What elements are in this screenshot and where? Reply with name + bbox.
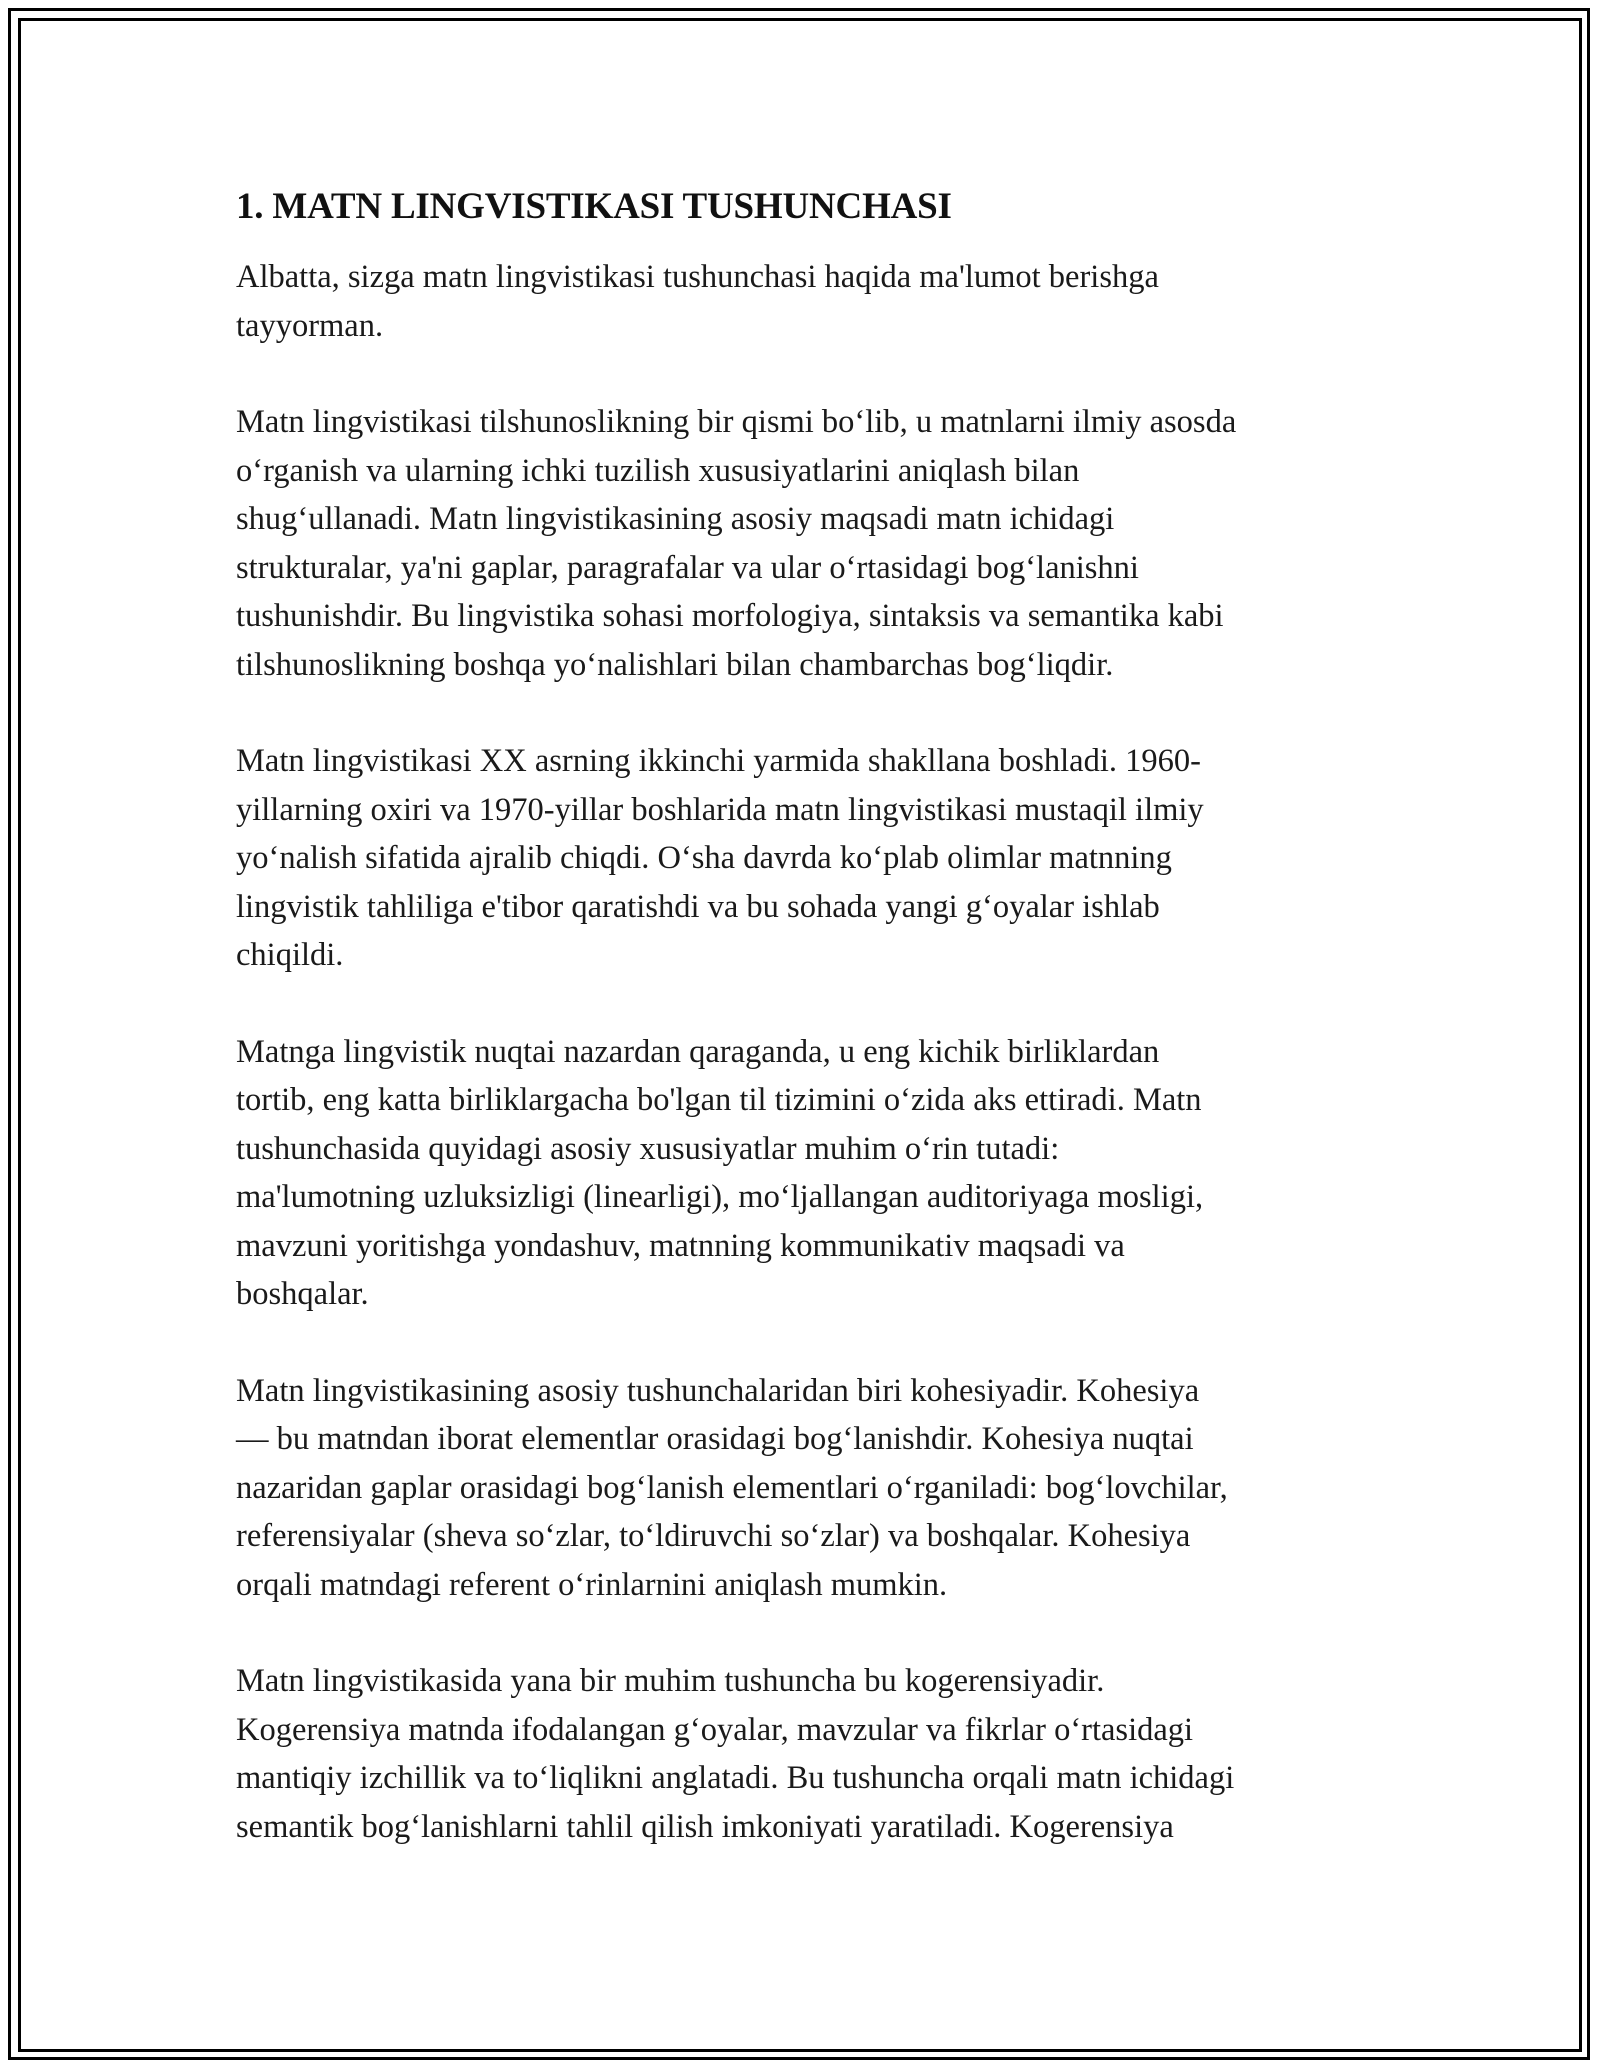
text-line: mantiqiy izchillik va to‘liqlikni anglatadi. Bu tushuncha orqali matn ichidagi <box>236 1760 1235 1796</box>
text-line: Matnga lingvistik nuqtai nazardan qaraganda, u eng kichik birliklardan <box>236 1033 1160 1070</box>
text-line: chiqildi. <box>236 937 344 973</box>
paragraph-history <box>236 737 1366 980</box>
text-line: orqali matndagi referent o‘rinlarnini aniqlash mumkin. <box>236 1566 948 1603</box>
text-line: o‘rganish va ularning ichki tuzilish xususiyatlarini aniqlash bilan <box>236 452 1080 489</box>
text-line: Matn lingvistikasi tilshunoslikning bir qismi bo‘lib, u matnlarni ilmiy asosda <box>236 404 1237 440</box>
text-line: referensiyalar (sheva so‘zlar, to‘ldiruvchi so‘zlar) va boshqalar. Kohesiya <box>236 1518 1191 1554</box>
paragraph-features <box>236 1028 1366 1319</box>
text-line: tushunishdir. Bu lingvistika sohasi morfologiya, sintaksis va semantika kabi <box>236 598 1224 634</box>
text-line: yillarning oxiri va 1970-yillar boshlarida matn lingvistikasi mustaqil ilmiy <box>236 791 1204 828</box>
text-line: lingvistik tahliliga e'tibor qaratishdi va bu sohada yangi g‘oyalar ishlab <box>236 888 1160 925</box>
text-line: nazaridan gaplar orasidagi bog‘lanish elementlari o‘rganiladi: bog‘lovchilar, <box>236 1469 1228 1506</box>
text-line: Matn lingvistikasida yana bir muhim tushuncha bu kogerensiyadir. <box>236 1663 1105 1699</box>
text-line: yo‘nalish sifatida ajralib chiqdi. O‘sha davrda ko‘plab olimlar matnning <box>236 840 1172 876</box>
text-line: Kogerensiya matnda ifodalangan g‘oyalar, mavzular va fikrlar o‘rtasidagi <box>236 1711 1194 1748</box>
text-line: Matn lingvistikasi XX asrning ikkinchi yarmida shakllana boshladi. 1960- <box>236 743 1201 779</box>
paragraph-intro <box>236 253 1366 350</box>
text-line: Albatta, sizga matn lingvistikasi tushunchasi haqida ma'lumot berishga <box>236 259 1159 295</box>
text-line: semantik bog‘lanishlarni tahlil qilish imkoniyati yaratiladi. Kogerensiya <box>236 1808 1174 1845</box>
text-line: strukturalar, ya'ni gaplar, paragrafalar va ular o‘rtasidagi bog‘lanishni <box>236 549 1139 586</box>
text-line: tilshunoslikning boshqa yo‘nalishlari bilan chambarchas bog‘liqdir. <box>236 646 1114 683</box>
text-line: boshqalar. <box>236 1276 369 1312</box>
paragraph-cohesion <box>236 1367 1366 1610</box>
document-body <box>236 183 1366 1899</box>
text-line: tortib, eng katta birliklargacha bo'lgan til tizimini o‘zida aks ettiradi. Matn <box>236 1082 1202 1118</box>
text-line: shug‘ullanadi. Matn lingvistikasining asosiy maqsadi matn ichidagi <box>236 501 1115 537</box>
text-line: ma'lumotning uzluksizligi (linearligi), mo‘ljallangan auditoriyaga mosligi, <box>236 1179 1204 1215</box>
text-line: tushunchasida quyidagi asosiy xususiyatlar muhim o‘rin tutadi: <box>236 1130 1060 1167</box>
text-line: Matn lingvistikasining asosiy tushunchalaridan biri kohesiyadir. Kohesiya <box>236 1372 1200 1409</box>
text-line: mavzuni yoritishga yondashuv, matnning kommunikativ maqsadi va <box>236 1227 1125 1264</box>
paragraph-definition <box>236 398 1366 689</box>
paragraph-coherence <box>236 1657 1366 1851</box>
text-line: tayyorman. <box>236 307 384 344</box>
section-heading: 1. MATN LINGVISTIKASI TUSHUNCHASI <box>236 186 952 227</box>
text-line: — bu matndan iborat elementlar orasidagi bog‘lanishdir. Kohesiya nuqtai <box>236 1421 1194 1457</box>
